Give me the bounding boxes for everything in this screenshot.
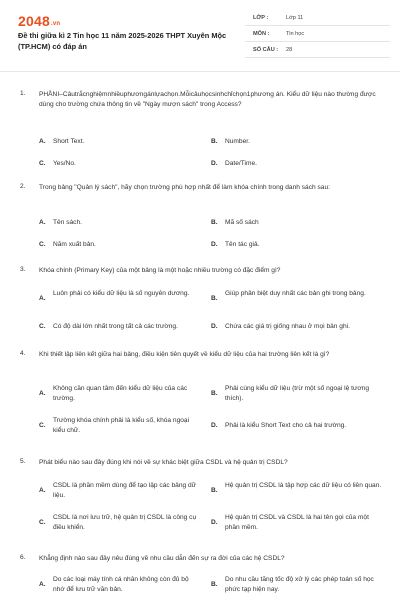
site-logo[interactable]: [18, 13, 60, 29]
option-letter: B.: [211, 219, 218, 226]
meta-value: Lớp 11: [286, 15, 304, 21]
option-text: CSDL là phần mềm dùng để tạo lập các bảng dữ liệu.: [53, 482, 197, 499]
meta-label: MÔN :: [253, 31, 270, 37]
option-text: Có độ dài lớn nhất trong tất cả các trường.: [53, 323, 178, 330]
option-letter: C.: [39, 519, 46, 526]
option-letter: A.: [39, 581, 46, 588]
option-letter: C.: [39, 422, 46, 429]
meta-table: [245, 10, 390, 58]
question-number: 1.: [20, 90, 26, 97]
meta-row-count: [245, 42, 390, 58]
option-letter: D.: [211, 422, 218, 429]
option-letter: C.: [39, 160, 46, 167]
option-letter: B.: [211, 581, 218, 588]
meta-label: SỐ CÂU :: [253, 47, 279, 53]
option-text: Năm xuất bản.: [53, 241, 96, 248]
option-text: Do nhu cầu tăng tốc độ xử lý các phép toán số học phức tạp hiện nay.: [225, 576, 374, 593]
page-header: [0, 0, 400, 72]
option-text: Tên tác giả.: [225, 241, 260, 248]
option-text: Luôn phải có kiểu dữ liệu là số nguyên dương.: [53, 290, 190, 297]
option-text: Yes/No.: [53, 160, 76, 167]
option-letter: A.: [39, 138, 46, 145]
option-text: Phải là kiểu Short Text cho cả hai trường.: [225, 422, 347, 429]
option-text: Hệ quản trị CSDL và CSDL là hai tên gọi của một phần mềm.: [225, 514, 369, 531]
meta-value: Tin học: [286, 31, 305, 37]
option-letter: D.: [211, 241, 218, 248]
option-text: Trường khóa chính phải là kiểu số, khóa ngoại kiểu chữ.: [53, 417, 190, 434]
option-text: Number.: [225, 138, 250, 145]
question-text: PHẦNI–Câutrắcnghiệmnhiềuphươngánlựachọn.Mỗicâuhọcsinhchỉchọn1phương án. Kiểu dữ liệu nào thường được dùng cho trường chứa thông tin về "Ngày mượn sách" trong Access?: [39, 91, 376, 108]
option-text: Date/Time.: [225, 160, 257, 167]
option-letter: B.: [211, 487, 218, 494]
option-text: Short Text.: [53, 138, 85, 145]
logo-text: 2048: [18, 13, 50, 29]
question-text: Khóa chính (Primary Key) của một bảng là một hoặc nhiều trường có đặc điểm gì?: [39, 267, 281, 274]
option-text: CSDL là nơi lưu trữ, hệ quản trị CSDL là công cụ điều khiển.: [53, 514, 197, 531]
question-text: Khẳng định nào sau đây nêu đúng về nhu cầu dẫn đến sự ra đời của các hệ CSDL?: [39, 555, 285, 562]
question-number: 2.: [20, 183, 26, 190]
option-letter: A.: [39, 487, 46, 494]
option-letter: C.: [39, 241, 46, 248]
option-letter: B.: [211, 138, 218, 145]
option-letter: D.: [211, 323, 218, 330]
page-title: Đề thi giữa kì 2 Tin học 11 năm 2025-2026 THPT Xuyên Mộc (TP.HCM) có đáp án: [18, 31, 227, 51]
option-text: Giúp phân biệt duy nhất các bản ghi trong bảng.: [225, 290, 366, 297]
meta-row-subject: [245, 26, 390, 42]
meta-value: 28: [286, 47, 293, 53]
question-number: 4.: [20, 350, 26, 357]
question-number: 3.: [20, 266, 26, 273]
option-text: Tên sách.: [53, 219, 82, 226]
option-letter: D.: [211, 160, 218, 167]
meta-row-class: [245, 10, 390, 26]
question-text: Phát biểu nào sau đây đúng khi nói về sự khác biệt giữa CSDL và hệ quản trị CSDL?: [39, 459, 288, 466]
question-text: Khi thiết lập liên kết giữa hai bảng, điều kiện tiên quyết về kiểu dữ liệu của hai trường liên kết là gì?: [39, 351, 330, 358]
option-letter: B.: [211, 390, 218, 397]
option-text: Hệ quản trị CSDL là tập hợp các dữ liệu có liên quan.: [225, 482, 382, 489]
option-text: Phải cùng kiểu dữ liệu (trừ một số ngoại lệ tương thích).: [225, 385, 370, 402]
option-text: Không cần quan tâm đến kiểu dữ liệu của các trường.: [53, 385, 188, 402]
option-text: Chứa các giá trị giống nhau ở mọi bản ghi.: [225, 323, 350, 330]
meta-label: LỚP :: [253, 15, 269, 21]
option-letter: D.: [211, 519, 218, 526]
question-number: 5.: [20, 458, 26, 465]
option-letter: A.: [39, 390, 46, 397]
option-text: Mã số sách: [225, 219, 259, 226]
option-text: Do các loại máy tính cá nhân không còn đủ bộ nhớ để lưu trữ văn bản.: [53, 576, 189, 593]
logo-suffix: .vn: [50, 21, 61, 27]
question-number: 6.: [20, 554, 26, 561]
option-letter: A.: [39, 219, 46, 226]
option-letter: A.: [39, 295, 46, 302]
option-letter: C.: [39, 323, 46, 330]
question-text: Trong bảng "Quản lý sách", hãy chọn trường phù hợp nhất để làm khóa chính trong danh sách sau:: [39, 184, 330, 191]
option-letter: B.: [211, 295, 218, 302]
